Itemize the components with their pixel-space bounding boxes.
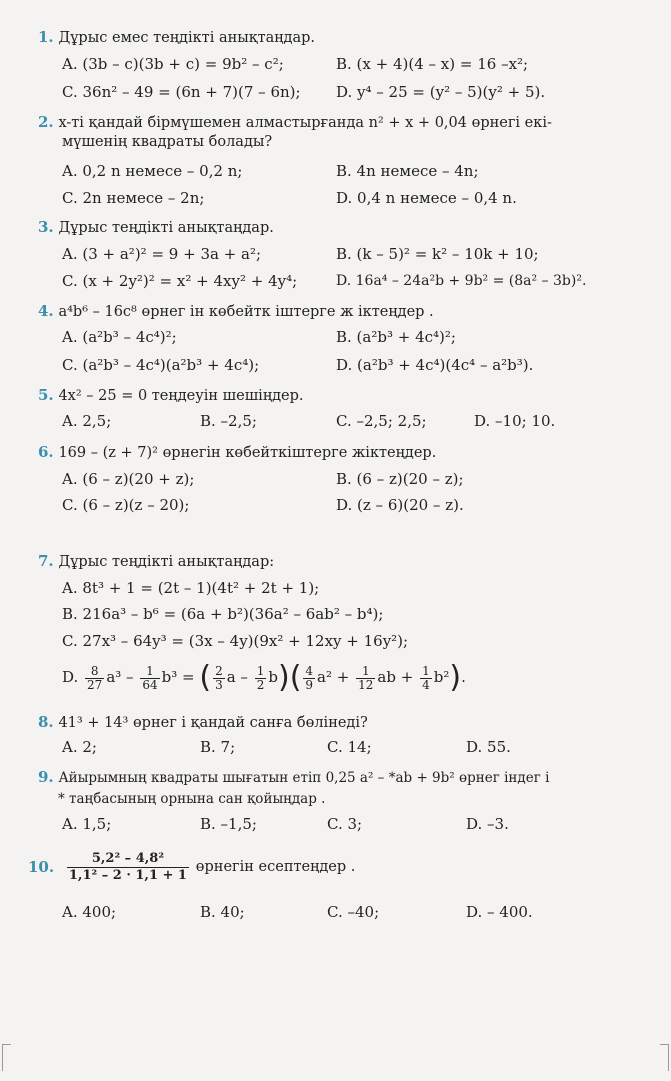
option-b: B. 7; [200, 738, 236, 756]
option-d: D. y⁴ – 25 = (y² – 5)(y² + 5). [336, 83, 546, 101]
open-paren: ( [289, 660, 302, 695]
question-text: Дұрыс емес теңдікті анықтаңдар. [58, 30, 316, 46]
option-b: B. –1,5; [200, 815, 257, 833]
option-d: D. –3. [466, 815, 509, 833]
question-5 [38, 386, 304, 405]
option-b: B. (6 – z)(20 – z); [336, 470, 464, 488]
question-number: 4. [38, 302, 54, 320]
option-c: C. –2,5; 2,5; [336, 412, 427, 430]
option-b: B. (k – 5)² = k² – 10k + 10; [336, 245, 539, 263]
question-3 [38, 218, 274, 237]
option-d: D. (a²b³ + 4c⁴)(4c⁴ – a²b³). [336, 356, 534, 374]
question-number: 5. [38, 386, 54, 404]
fraction: $\frac{8}{27}$ [87, 663, 103, 692]
option-a: A. 0,2 n немесе – 0,2 n; [62, 162, 243, 180]
option-c: C. 3; [327, 815, 363, 833]
option-a: A. (6 – z)(20 + z); [62, 470, 195, 488]
question-7 [38, 552, 274, 571]
option-c: C. –40; [327, 903, 380, 921]
option-c: C. 2n немесе – 2n; [62, 189, 205, 207]
option-b: B. –2,5; [200, 412, 257, 430]
question-9 [38, 768, 549, 787]
question-text: Дұрыс теңдікті анықтаңдар. [58, 220, 274, 236]
question-number: 9. [38, 768, 54, 786]
question-text-continued: * таңбасының орнына сан қойыңдар . [58, 791, 326, 807]
option-d: D. 55. [466, 738, 511, 756]
question-text: a⁴b⁶ – 16c⁸ өрнег ін көбейтк іштерге ж іктеңдер . [58, 304, 434, 320]
option-d: D. 0,4 n немесе – 0,4 n. [336, 189, 517, 207]
option-b: B. 40; [200, 903, 245, 921]
option-c: C. 27x³ – 64y³ = (3x – 4y)(9x² + 12xy + 16y²); [62, 632, 409, 650]
question-text: Дұрыс теңдікті анықтаңдар: [58, 554, 275, 570]
question-number: 7. [38, 552, 54, 570]
open-paren: ( [199, 660, 212, 695]
option-a: A. (3 + a²)² = 9 + 3a + a²; [62, 245, 262, 263]
option-d: D. –10; 10. [474, 412, 556, 430]
question-text: өрнегін есептеңдер . [195, 859, 356, 875]
option-c: C. (x + 2y²)² = x² + 4xy² + 4y⁴; [62, 272, 298, 290]
fraction: $\frac{1}{2}$ [256, 663, 265, 692]
option-a: A. (a²b³ – 4c⁴)²; [62, 328, 177, 346]
term: a – [226, 668, 248, 686]
fraction: $\frac{1}{4}$ [422, 663, 430, 692]
option-c: C. 14; [327, 738, 372, 756]
question-10 [28, 848, 355, 885]
term: b³ = [161, 668, 195, 686]
option-b: B. 216a³ – b⁶ = (6a + b²)(36a² – 6ab² – b⁴); [62, 605, 384, 623]
question-text: 169 – (z + 7)² өрнегін көбейткіштерге жіктеңдер. [58, 445, 437, 461]
option-b: B. (x + 4)(4 – x) = 16 –x²; [336, 55, 529, 73]
option-a: A. (3b – c)(3b + c) = 9b² – c²; [62, 55, 284, 73]
option-label: D. [62, 668, 79, 686]
question-text-continued: мүшенің квадраты болады? [62, 134, 273, 150]
term: b² [433, 668, 450, 686]
crop-mark-bottom-left [2, 1044, 11, 1071]
option-c: C. (6 – z)(z – 20); [62, 496, 190, 514]
option-c: C. 36n² – 49 = (6n + 7)(7 – 6n); [62, 83, 301, 101]
question-2 [38, 113, 552, 132]
close-paren: ) [449, 660, 462, 695]
fraction-numerator: 5,2² – 4,8² [67, 851, 189, 868]
option-d [62, 660, 466, 695]
question-8 [38, 713, 368, 732]
question-4 [38, 302, 434, 321]
term: b [268, 668, 278, 686]
term: a² + [317, 668, 350, 686]
option-b: B. (a²b³ + 4c⁴)²; [336, 328, 456, 346]
question-text: Айырымның квадраты шығатын етіп 0,25 a² – *ab + 9b² өрнег індег і [58, 770, 550, 786]
expression-fraction [67, 851, 189, 884]
term: a³ – [106, 668, 134, 686]
crop-mark-bottom-right [660, 1044, 669, 1071]
term: ab + [377, 668, 414, 686]
option-d: D. – 400. [466, 903, 533, 921]
option-d: D. (z – 6)(20 – z). [336, 496, 464, 514]
option-c: C. (a²b³ – 4c⁴)(a²b³ + 4c⁴); [62, 356, 260, 374]
fraction-denominator: 1,1² – 2 · 1,1 + 1 [68, 867, 187, 883]
question-6 [38, 443, 436, 462]
option-a: A. 2,5; [62, 412, 112, 430]
question-number: 6. [38, 443, 54, 461]
option-b: B. 4n немесе – 4n; [336, 162, 479, 180]
question-number: 10. [28, 858, 55, 876]
fraction: $\frac{2}{3}$ [215, 663, 223, 692]
close-paren: ) [277, 660, 290, 695]
question-text: x-ті қандай бірмүшемен алмастырғанда n² + x + 0,04 өрнегі екі- [58, 115, 552, 131]
question-number: 1. [38, 28, 54, 46]
question-text: 4x² – 25 = 0 теңдеуін шешіңдер. [58, 388, 304, 404]
question-number: 3. [38, 218, 54, 236]
fraction: $\frac{4}{9}$ [305, 663, 314, 692]
question-number: 2. [38, 113, 54, 131]
option-a: A. 1,5; [62, 815, 112, 833]
option-d: D. 16a⁴ – 24a²b + 9b² = (8a² – 3b)². [336, 273, 587, 289]
question-number: 8. [38, 713, 54, 731]
question-text: 41³ + 14³ өрнег і қандай санға бөлінеді? [58, 715, 368, 731]
term: . [461, 668, 466, 686]
option-a: A. 400; [62, 903, 117, 921]
fraction: $\frac{1}{12}$ [358, 663, 374, 692]
option-a: A. 2; [62, 738, 97, 756]
fraction: $\frac{1}{64}$ [142, 663, 158, 692]
question-1 [38, 28, 315, 47]
option-a: A. 8t³ + 1 = (2t – 1)(4t² + 2t + 1); [62, 579, 320, 597]
